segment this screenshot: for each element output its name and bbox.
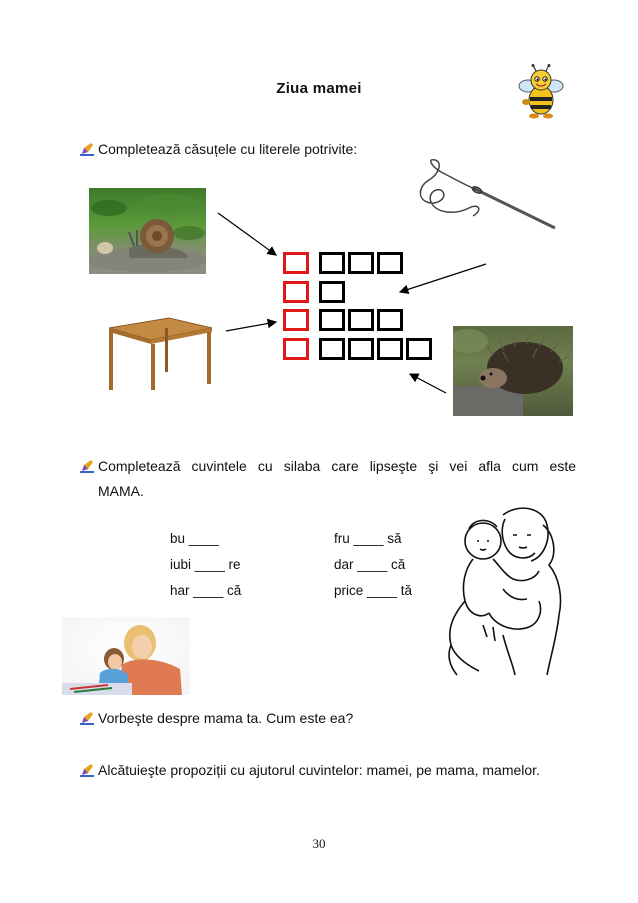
arrow-needle xyxy=(400,264,486,292)
exercise3-instruction: Vorbeşte despre mama ta. Cum este ea? xyxy=(98,710,354,726)
word-blank-item: bu ____ xyxy=(170,531,219,546)
letter-box[interactable] xyxy=(319,252,345,274)
exercise1-instruction: Completează căsuțele cu literele potrivite: xyxy=(98,141,358,157)
first-letter-box[interactable] xyxy=(283,252,309,274)
word-blank-item: iubi ____ re xyxy=(170,557,241,572)
exercise4-instruction: Alcătuieşte propoziții cu ajutorul cuvintelor: mamei, pe mama, mamelor. xyxy=(98,762,540,778)
mother-child-drawing xyxy=(443,505,573,677)
word-blank-item: dar ____ că xyxy=(334,557,406,572)
letter-box[interactable] xyxy=(377,309,403,331)
letter-box[interactable] xyxy=(348,309,374,331)
word-blank-item: price ____ tă xyxy=(334,583,413,598)
letter-box[interactable] xyxy=(406,338,432,360)
exercise2-instruction-line1: Completează cuvintele cu silaba care lipseşte şi vei afla cum este xyxy=(98,458,576,474)
letter-box[interactable] xyxy=(319,281,345,303)
first-letter-box[interactable] xyxy=(283,281,309,303)
letter-box[interactable] xyxy=(348,252,374,274)
letter-box[interactable] xyxy=(377,338,403,360)
word-blank-item: fru ____ să xyxy=(334,531,402,546)
pencil-bullet-icon xyxy=(80,763,94,777)
mother-child-photo xyxy=(62,617,190,695)
arrow-snail xyxy=(218,213,276,255)
word-blank-item: har ____ că xyxy=(170,583,242,598)
page-title: Ziua mamei xyxy=(276,80,362,97)
letter-box[interactable] xyxy=(348,338,374,360)
pencil-bullet-icon xyxy=(80,711,94,725)
first-letter-box[interactable] xyxy=(283,338,309,360)
arrow-table xyxy=(226,322,276,331)
letter-box[interactable] xyxy=(319,309,345,331)
exercise2-instruction-line2: MAMA. xyxy=(98,483,144,499)
pencil-bullet-icon xyxy=(80,459,94,473)
letter-box[interactable] xyxy=(377,252,403,274)
first-letter-box[interactable] xyxy=(283,309,309,331)
letter-box[interactable] xyxy=(319,338,345,360)
page-number: 30 xyxy=(312,836,326,851)
arrow-hedgehog xyxy=(410,374,446,393)
